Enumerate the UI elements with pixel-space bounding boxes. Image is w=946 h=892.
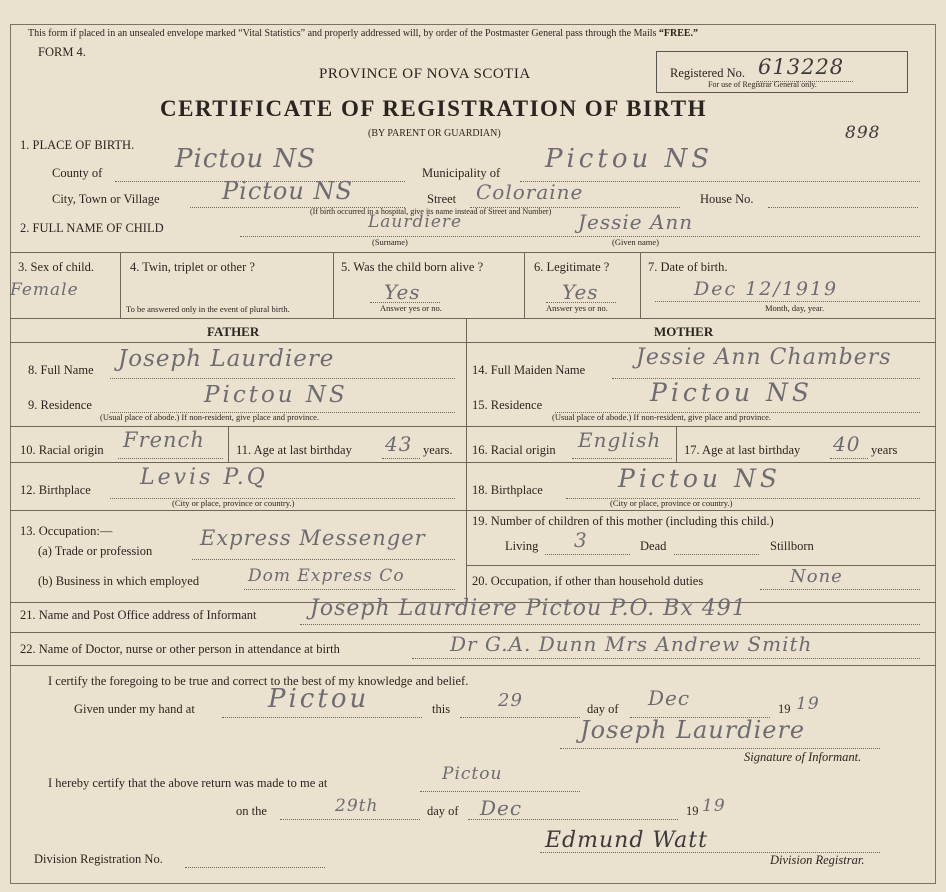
informant-signature: Joseph Laurdiere	[580, 716, 806, 744]
mother-age-value: 40	[833, 432, 861, 456]
sex-label: 3. Sex of child.	[18, 260, 95, 274]
certify-month: Dec	[648, 686, 691, 710]
date-caption: Month, day, year.	[765, 303, 825, 313]
child-surname-value: Laurdiere	[368, 212, 463, 232]
living-label: Living	[505, 539, 539, 553]
hospital-note: (If birth occurred in a hospital, give its name instead of Street and Number)	[310, 207, 552, 216]
trade-value: Express Messenger	[200, 526, 426, 550]
alive-caption: Answer yes or no.	[380, 303, 442, 313]
mail-notice	[28, 28, 698, 39]
child-given-value: Jessie Ann	[578, 210, 694, 234]
mother-birthplace-note: (City or place, province or country.)	[610, 498, 733, 508]
certificate-title: CERTIFICATE OF REGISTRATION OF BIRTH	[160, 96, 707, 121]
form-number: FORM 4.	[38, 45, 86, 59]
trade-label: (a) Trade or profession	[38, 544, 153, 558]
free-label: “FREE.”	[658, 28, 699, 39]
alive-label: 5. Was the child born alive ?	[341, 260, 484, 274]
mother-occupation-value: None	[790, 566, 843, 587]
father-age-value: 43	[385, 432, 413, 456]
certify-day: 29	[498, 690, 523, 711]
legitimate-caption: Answer yes or no.	[546, 303, 608, 313]
registrar-text: I hereby certify that the above return was made to me at	[48, 776, 328, 790]
twin-note: To be answered only in the event of plural birth.	[126, 304, 290, 314]
father-birthplace-note: (City or place, province or country.)	[172, 498, 295, 508]
registrar-on-label: on the	[236, 804, 267, 818]
page-mark: 898	[845, 123, 881, 143]
mother-residence-note: (Usual place of abode.) If non-resident, give place and province.	[552, 412, 772, 422]
business-value: Dom Express Co	[248, 566, 405, 586]
mother-heading: MOTHER	[654, 324, 714, 339]
registrar-day-of-label: day of	[427, 804, 459, 818]
house-label: House No.	[700, 192, 754, 206]
legitimate-value: Yes	[562, 280, 599, 304]
given-place: Pictou	[268, 684, 370, 714]
mother-residence-label: 15. Residence	[472, 398, 543, 412]
surname-caption: (Surname)	[372, 237, 408, 247]
given-name-caption: (Given name)	[612, 237, 659, 247]
dead-label: Dead	[640, 539, 667, 553]
registrar-year-prefix: 19	[686, 804, 699, 818]
father-heading: FATHER	[207, 324, 260, 339]
informant-value: Joseph Laurdiere Pictou P.O. Bx 491	[310, 596, 747, 621]
certify-year-prefix: 19	[778, 702, 791, 716]
signature-caption: Signature of Informant.	[744, 750, 862, 764]
city-label: City, Town or Village	[52, 192, 160, 206]
father-occupation-label: 13. Occupation:—	[20, 524, 113, 538]
children-label: 19. Number of children of this mother (including this child.)	[472, 514, 774, 528]
mother-name-label: 14. Full Maiden Name	[472, 363, 586, 377]
twin-label: 4. Twin, triplet or other ?	[130, 260, 255, 274]
division-registrar-caption: Division Registrar.	[770, 853, 865, 867]
date-value: Dec 12/1919	[694, 278, 839, 300]
mother-age-label: 17. Age at last birthday	[684, 443, 801, 457]
father-racial-label: 10. Racial origin	[20, 443, 104, 457]
certificate-subtitle: (BY PARENT OR GUARDIAN)	[368, 128, 501, 139]
registrar-signature: Edmund Watt	[545, 828, 708, 853]
municipality-value: Pictou NS	[545, 144, 714, 174]
mail-notice-text: This form if placed in an unsealed envelope marked “Vital Statistics” and properly addressed will, by order of the Postmaster General pass through the Mails	[28, 28, 657, 39]
city-value: Pictou NS	[222, 177, 353, 205]
mother-name-value: Jessie Ann Chambers	[636, 345, 892, 370]
legitimate-label: 6. Legitimate ?	[534, 260, 610, 274]
mother-birthplace-value: Pictou NS	[618, 464, 781, 493]
county-value: Pictou NS	[175, 144, 317, 174]
registered-label: Registered No.	[670, 66, 745, 80]
father-birthplace-label: 12. Birthplace	[20, 483, 91, 497]
certify-text: I certify the foregoing to be true and correct to the best of my knowledge and belief.	[48, 674, 469, 688]
division-registration-label: Division Registration No.	[34, 852, 163, 866]
street-value: Coloraine	[476, 180, 584, 204]
father-age-label: 11. Age at last birthday	[236, 443, 352, 457]
mother-years: years	[871, 443, 898, 457]
attendant-label: 22. Name of Doctor, nurse or other person in attendance at birth	[20, 642, 340, 656]
child-name-label: 2. FULL NAME OF CHILD	[20, 221, 164, 235]
sex-value: Female	[10, 280, 79, 300]
mother-occupation-label: 20. Occupation, if other than household duties	[472, 574, 704, 588]
father-residence-note: (Usual place of abode.) If non-resident, give place and province.	[100, 412, 320, 422]
given-label: Given under my hand at	[74, 702, 195, 716]
father-years: years.	[423, 443, 453, 457]
father-name-label: 8. Full Name	[28, 363, 94, 377]
stillborn-label: Stillborn	[770, 539, 814, 553]
certify-day-of-label: day of	[587, 702, 619, 716]
county-label: County of	[52, 166, 103, 180]
registrar-month: Dec	[480, 796, 523, 820]
father-residence-label: 9. Residence	[28, 398, 92, 412]
province-heading: PROVINCE OF NOVA SCOTIA	[319, 66, 531, 82]
mother-residence-value: Pictou NS	[650, 378, 813, 407]
certify-year: 19	[796, 694, 820, 714]
mother-birthplace-label: 18. Birthplace	[472, 483, 543, 497]
father-birthplace-value: Levis P.Q	[140, 465, 268, 490]
registrar-place: Pictou	[442, 764, 503, 784]
informant-label: 21. Name and Post Office address of Informant	[20, 608, 257, 622]
registrar-year: 19	[702, 796, 726, 816]
this-label: this	[432, 702, 451, 716]
municipality-label: Municipality of	[422, 166, 501, 180]
registered-number: 613228	[758, 55, 845, 79]
father-name-value: Joseph Laurdiere	[118, 346, 335, 372]
attendant-value: Dr G.A. Dunn Mrs Andrew Smith	[450, 632, 813, 656]
registrar-day: 29th	[335, 796, 379, 816]
living-value: 3	[574, 528, 588, 552]
mother-racial-value: English	[578, 428, 662, 452]
date-label: 7. Date of birth.	[648, 260, 728, 274]
father-racial-value: French	[123, 428, 205, 452]
place-of-birth-label: 1. PLACE OF BIRTH.	[20, 138, 135, 152]
alive-value: Yes	[384, 280, 421, 304]
street-label: Street	[427, 192, 457, 206]
mother-racial-label: 16. Racial origin	[472, 443, 556, 457]
business-label: (b) Business in which employed	[38, 574, 200, 588]
father-residence-value: Pictou NS	[204, 382, 348, 408]
registrar-use-note: For use of Registrar General only.	[708, 80, 817, 89]
